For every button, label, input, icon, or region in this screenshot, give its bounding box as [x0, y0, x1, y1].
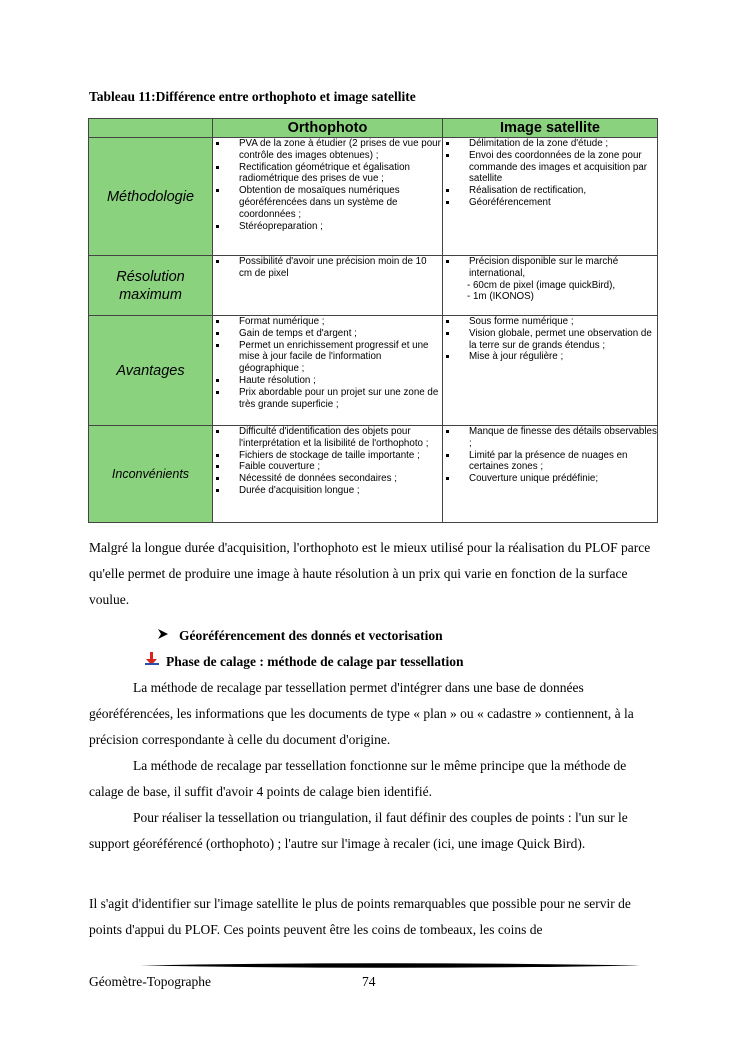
- row-header-line: maximum: [119, 286, 182, 303]
- table-caption: Tableau 11:Différence entre orthophoto et image satellite: [89, 89, 416, 104]
- bullet-item: Faible couverture ;: [213, 461, 442, 473]
- bullet-item: Durée d'acquisition longue ;: [213, 485, 442, 497]
- comparison-table: [88, 118, 658, 523]
- bullet-item: Stéréopreparation ;: [213, 221, 442, 233]
- satellite-cell: [443, 256, 658, 316]
- row-header-avantages: Avantages: [89, 316, 213, 426]
- bullet-item: Vision globale, permet une observation de la terre sur de grands étendus ;: [443, 328, 657, 352]
- subsection-heading: [144, 652, 463, 671]
- footer-author: Géomètre-Topographe: [89, 974, 212, 989]
- orthophoto-cell: [213, 256, 443, 316]
- orthophoto-cell: [213, 426, 443, 523]
- table-row: [89, 426, 658, 523]
- bullet-item: Nécessité de données secondaires ;: [213, 473, 442, 485]
- bullet-item: Permet un enrichissement progressif et une mise à jour facile de l'information géographique ;: [213, 340, 442, 375]
- row-header-inconvenients: Inconvénients: [89, 426, 213, 523]
- table-row: [89, 256, 658, 316]
- satellite-cell: [443, 316, 658, 426]
- bullet-item: Fichiers de stockage de taille importante ;: [213, 450, 442, 462]
- row-header-resolution: [89, 256, 213, 316]
- bullet-item: Rectification géométrique et égalisation radiométrique des prises de vue ;: [213, 162, 442, 186]
- satellite-cell: [443, 138, 658, 256]
- paragraph: La méthode de recalage par tessellation fonctionne sur le même principe que la méthode de calage de base, il suffit d'avoir 4 points de calage bien identifié.: [89, 758, 627, 799]
- subsection-heading-text: Phase de calage : méthode de calage par tessellation: [166, 654, 464, 669]
- table-header-row: [89, 119, 658, 138]
- orthophoto-cell: [213, 316, 443, 426]
- section-heading: [157, 627, 443, 645]
- bullet-item: Couverture unique prédéfinie;: [443, 473, 657, 485]
- bullet-item: Délimitation de la zone d'étude ;: [443, 138, 657, 150]
- bullet-item: Limité par la présence de nuages en certaines zones ;: [443, 450, 657, 474]
- orthophoto-cell: [213, 138, 443, 256]
- paragraph: La méthode de recalage par tessellation permet d'intégrer dans une base de données géoréférencées, les informations que les documents de type « plan » ou « cadastre » contiennent, à la précision correspondante à celle du document d'origine.: [89, 680, 634, 747]
- column-header-satellite: Image satellite: [443, 119, 658, 138]
- table-row: [89, 316, 658, 426]
- paragraph: Malgré la longue durée d'acquisition, l'orthophoto est le mieux utilisé pour la réalisation du PLOF parce qu'elle permet de produire une image à haute résolution à un prix qui varie en fonction de la surface voulue.: [89, 540, 651, 607]
- sub-item: - 60cm de pixel (image quickBird),: [467, 279, 616, 291]
- bullet-item: Sous forme numérique ;: [443, 316, 657, 328]
- bullet-item: Précision disponible sur le marché international,: [443, 256, 657, 280]
- arrow-bullet-icon: [157, 627, 173, 645]
- bullet-item: Difficulté d'identification des objets pour l'interprétation et la lisibilité de l'orthophoto ;: [213, 426, 442, 450]
- bullet-item: Manque de finesse des détails observables ;: [443, 426, 657, 450]
- table-row: [89, 138, 658, 256]
- arrow-down-icon: [144, 652, 160, 671]
- bullet-item: Réalisation de rectification,: [443, 185, 657, 197]
- bullet-item: Format numérique ;: [213, 316, 442, 328]
- bullet-item: Envoi des coordonnées de la zone pour commande des images et acquisition par satellite: [443, 150, 657, 185]
- bullet-item: Géoréférencement: [443, 197, 657, 209]
- section-heading-text: Géoréférencement des donnés et vectorisation: [179, 628, 443, 643]
- table-corner: [89, 119, 213, 138]
- bullet-item: Gain de temps et d'argent ;: [213, 328, 442, 340]
- paragraph: Pour réaliser la tessellation ou triangulation, il faut définir des couples de points : l'un sur le support géoréférencé (orthophoto) ; l'autre sur l'image à recaler (ici, une image Quick Bird).: [89, 810, 628, 851]
- row-header-methodologie: Méthodologie: [89, 138, 213, 256]
- bullet-item: Mise à jour régulière ;: [443, 351, 657, 363]
- column-header-orthophoto: Orthophoto: [213, 119, 443, 138]
- paragraph: Il s'agit d'identifier sur l'image satellite le plus de points remarquables que possible pour ne servir de points d'appui du PLOF. Ces points peuvent être les coins de tombeaux, les coins de: [89, 896, 631, 937]
- bullet-item: PVA de la zone à étudier (2 prises de vue pour contrôle des images obtenues) ;: [213, 138, 442, 162]
- sub-item: - 1m (IKONOS): [467, 291, 534, 303]
- footer-divider: [140, 962, 640, 969]
- bullet-item: Possibilité d'avoir une précision moin de 10 cm de pixel: [213, 256, 442, 280]
- row-header-line: Résolution: [116, 268, 185, 285]
- bullet-item: Prix abordable pour un projet sur une zone de très grande superficie ;: [213, 387, 442, 411]
- page-number: 74: [362, 974, 376, 989]
- bullet-item: Obtention de mosaïques numériques géoréférencées dans un système de coordonnées ;: [213, 185, 442, 220]
- satellite-cell: [443, 426, 658, 523]
- bullet-item: Haute résolution ;: [213, 375, 442, 387]
